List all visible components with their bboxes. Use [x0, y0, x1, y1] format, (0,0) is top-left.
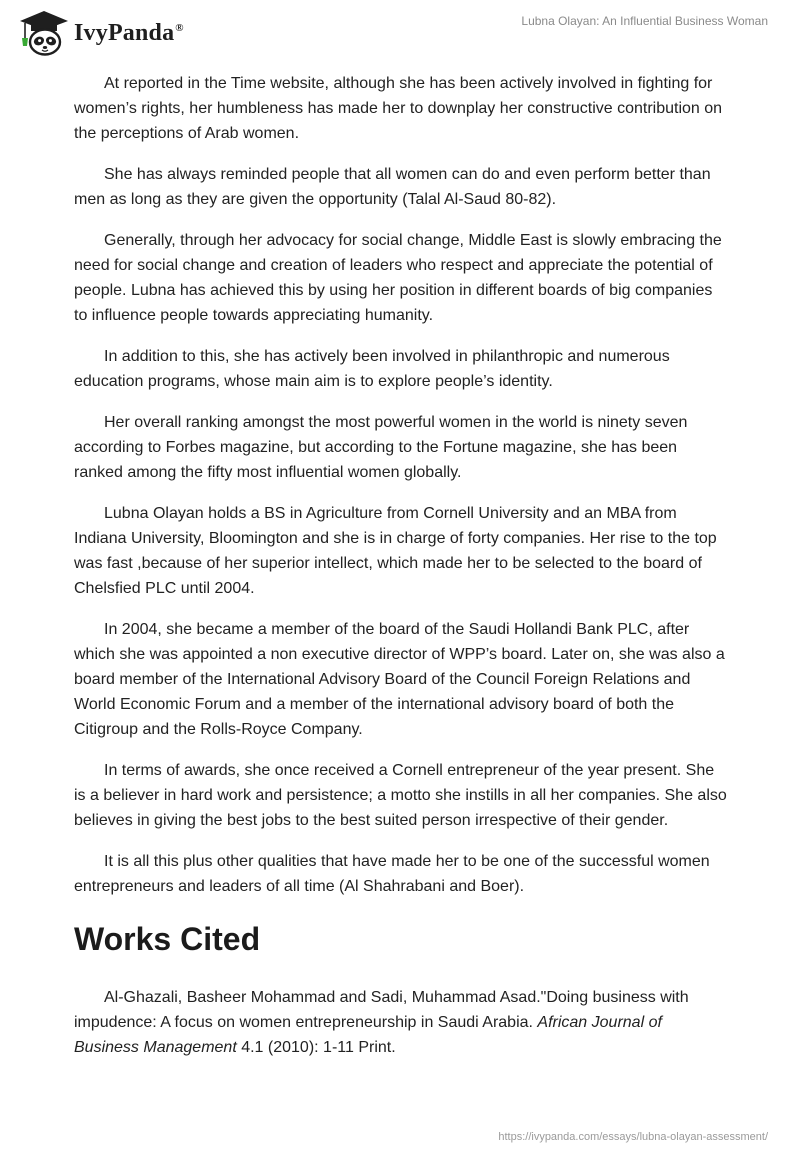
citation-text: Al-Ghazali, Basheer Mohammad and Sadi, Muhammad Asad."Doing business with impudence: A focus on women entrepreneurship in Saudi Arabia.: [74, 989, 689, 1031]
works-cited-heading: Works Cited: [74, 921, 261, 957]
source-url[interactable]: https://ivypanda.com/essays/lubna-olayan-assessment/: [498, 1131, 768, 1143]
brand-name: IvyPanda®: [74, 19, 184, 46]
page-header: [0, 0, 800, 64]
paragraph: In terms of awards, she once received a Cornell entrepreneur of the year present. She is a believer in hard work and persistence; a motto she instills in all her companies. She also believes in giving the best jobs to the best suited person irrespective of their gender.: [74, 762, 727, 829]
paragraph: It is all this plus other qualities that have made her to be one of the successful women entrepreneurs and leaders of all time (Al Shahrabani and Boer).: [74, 853, 710, 895]
panda-graduate-icon: [14, 8, 70, 56]
ivypanda-logo[interactable]: [14, 8, 184, 56]
document-title: Lubna Olayan: An Influential Business Woman: [521, 14, 768, 28]
paragraph: In 2004, she became a member of the board of the Saudi Hollandi Bank PLC, after which she was appointed a non executive director of WPP’s board. Later on, she was also a board member of the International Advisory Board of the Council Foreign Relations and World Economic Forum and a member of the international advisory board of both the Citigroup and the Rolls-Royce Company.: [74, 621, 725, 738]
essay-body: [74, 71, 730, 1060]
paragraph: Generally, through her advocacy for social change, Middle East is slowly embracing the need for social change and creation of leaders who respect and appreciate the potential of people. Lubna has achieved this by using her position in different boards of big companies to influence people towards appreciating humanity.: [74, 232, 722, 324]
paragraph: Lubna Olayan holds a BS in Agriculture from Cornell University and an MBA from Indiana University, Bloomington and she is in charge of forty companies. Her rise to the top was fast ,because of her superior intellect, which made her to be selected to the board of Chelsfied PLC until 2004.: [74, 505, 717, 597]
citation-details: 4.1 (2010): 1-11 Print.: [236, 1039, 396, 1056]
paragraph: Her overall ranking amongst the most powerful women in the world is ninety seven according to Forbes magazine, but according to the Fortune magazine, she has been ranked among the fifty most influential women globally.: [74, 414, 688, 481]
paragraph: She has always reminded people that all women can do and even perform better than men as long as they are given the opportunity (Talal Al-Saud 80-82).: [74, 166, 711, 208]
citation-entry: [74, 985, 730, 1060]
paragraph: In addition to this, she has actively been involved in philanthropic and numerous education programs, whose main aim is to explore people’s identity.: [74, 348, 670, 390]
citation-journal: African Journal of Business Management: [74, 1014, 662, 1056]
paragraph: At reported in the Time website, although she has been actively involved in fighting for women’s rights, her humbleness has made her to downplay her constructive contribution on the perceptions of Arab women.: [74, 75, 723, 142]
